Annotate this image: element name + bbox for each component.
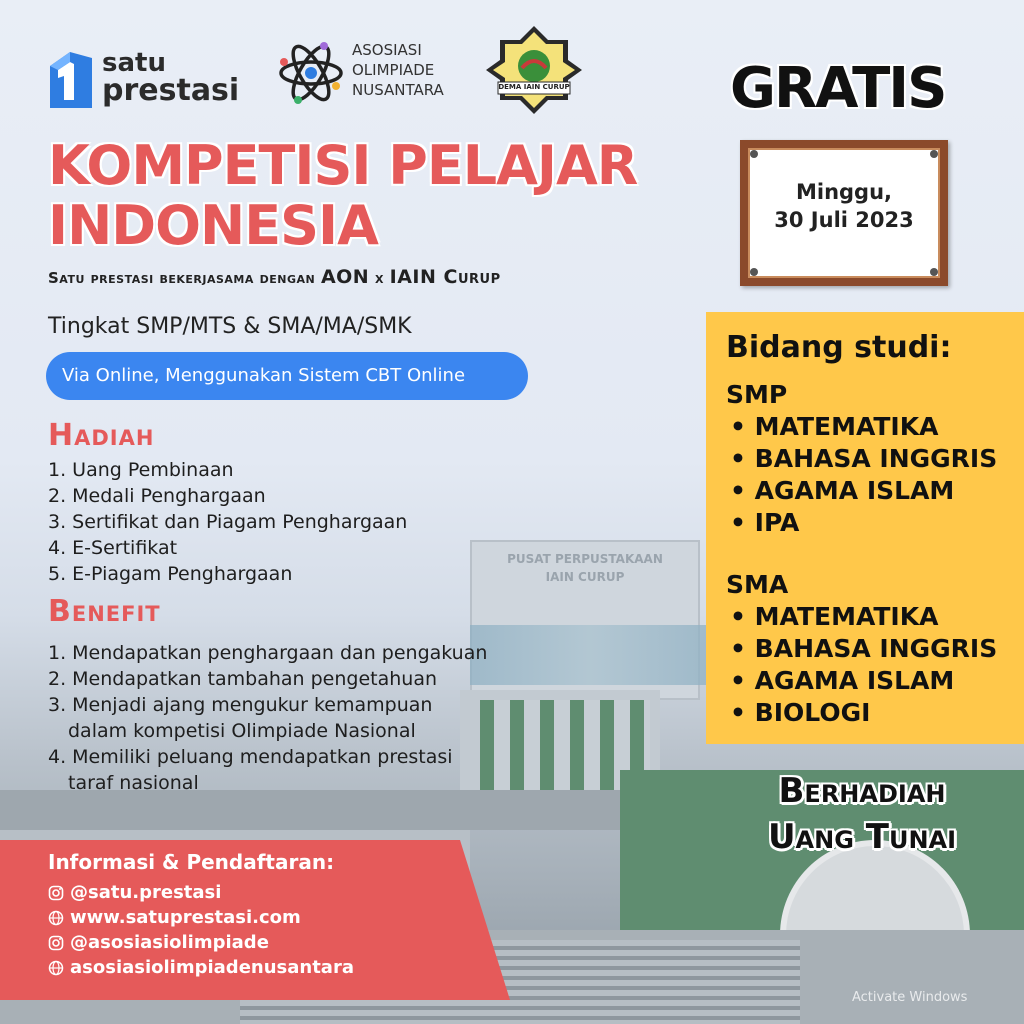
study-subject: • MATEMATIKA (730, 602, 939, 631)
hadiah-list (48, 457, 488, 587)
title-line2: INDONESIA (48, 194, 378, 257)
info-item[interactable] (48, 930, 354, 955)
level-text: Tingkat SMP/MTS & SMA/MA/SMK (48, 314, 412, 339)
list-item: 1. Uang Pembinaan (48, 459, 234, 481)
study-subject: • AGAMA ISLAM (730, 476, 955, 505)
study-heading: Bidang studi: (726, 330, 952, 365)
online-badge: Via Online, Menggunakan Sistem CBT Online (46, 352, 528, 400)
study-sma-label: SMA (726, 570, 789, 599)
subtitle-pre: Satu prestasi bekerjasama dengan (48, 269, 321, 287)
page-title (48, 136, 688, 256)
info-item-text: @asosiasiolimpiade (70, 932, 269, 953)
gratis-label: GRATIS (730, 56, 946, 121)
date-day: Minggu, (795, 180, 893, 204)
info-item-text: www.satuprestasi.com (70, 907, 301, 928)
prize-line1: Berhadiah (778, 771, 946, 811)
building-sign-line2: IAIN CURUP (545, 570, 625, 584)
globe-icon (48, 910, 64, 926)
info-list (48, 880, 354, 980)
study-subject: • IPA (730, 508, 800, 537)
study-subject: • BAHASA INGGRIS (730, 634, 998, 663)
info-heading: Informasi & Pendaftaran: (48, 850, 335, 874)
info-item[interactable] (48, 905, 354, 930)
list-item (48, 692, 568, 744)
globe-icon (48, 960, 64, 976)
satu-prestasi-line2: prestasi (102, 73, 240, 108)
benefit-list (48, 640, 568, 796)
date-value: 30 Juli 2023 (774, 208, 914, 232)
satu-prestasi-line1: satu (102, 48, 166, 78)
prize-banner (712, 768, 1012, 860)
info-item-text: asosiasiolimpiadenusantara (70, 957, 354, 978)
info-item[interactable] (48, 955, 354, 980)
subtitle-iain: IAIN Curup (389, 266, 501, 288)
benefit-heading: Benefit (48, 594, 161, 629)
activate-windows-watermark: Activate Windows (852, 990, 968, 1005)
subtitle (48, 266, 501, 288)
info-item[interactable] (48, 880, 354, 905)
list-item-line2: dalam kompetisi Olimpiade Nasional (68, 720, 416, 742)
satu-prestasi-logo (102, 50, 239, 106)
aon-line3: NUSANTARA (352, 81, 444, 99)
info-item-text: @satu.prestasi (70, 882, 222, 903)
study-subject: • AGAMA ISLAM (730, 666, 955, 695)
building-sign-line1: PUSAT PERPUSTAKAAN (507, 552, 663, 566)
instagram-icon (48, 885, 64, 901)
instagram-icon (48, 935, 64, 951)
aon-logo-text (352, 40, 444, 100)
aon-line1: ASOSIASI (352, 41, 422, 59)
list-item: 3. Sertifikat dan Piagam Penghargaan (48, 511, 408, 533)
hadiah-heading: Hadiah (48, 418, 155, 453)
aon-line2: OLIMPIADE (352, 61, 435, 79)
nail-icon (750, 268, 758, 276)
list-item: 4. E-Sertifikat (48, 537, 178, 559)
subtitle-aon: AON (320, 266, 370, 288)
subtitle-x: x (369, 269, 390, 287)
nail-icon (750, 150, 758, 158)
satu-prestasi-logo-icon (50, 52, 92, 108)
list-item-line1: 3. Menjadi ajang mengukur kemampuan (48, 694, 433, 716)
list-item: 1. Mendapatkan penghargaan dan pengakuan (48, 642, 488, 664)
atom-logo-icon (278, 38, 344, 108)
list-item: 5. E-Piagam Penghargaan (48, 563, 293, 585)
list-item: 2. Medali Penghargaan (48, 485, 266, 507)
study-subject: • BAHASA INGGRIS (730, 444, 998, 473)
list-item-line2: taraf nasional (68, 772, 199, 794)
study-subject: • MATEMATIKA (730, 412, 939, 441)
title-line1: KOMPETISI PELAJAR (48, 134, 638, 197)
dema-iain-curup-logo-icon (484, 24, 584, 116)
study-smp-label: SMP (726, 380, 788, 409)
date-board (740, 140, 948, 286)
list-item (48, 744, 568, 796)
nail-icon (930, 268, 938, 276)
list-item-line1: 4. Memiliki peluang mendapatkan prestasi (48, 746, 453, 768)
nail-icon (930, 150, 938, 158)
dema-logo-label: DEMA IAIN CURUP (498, 83, 570, 91)
prize-line2: Uang Tunai (767, 817, 957, 857)
list-item: 2. Mendapatkan tambahan pengetahuan (48, 668, 438, 690)
study-subject: • BIOLOGI (730, 698, 871, 727)
study-panel (706, 312, 1024, 744)
